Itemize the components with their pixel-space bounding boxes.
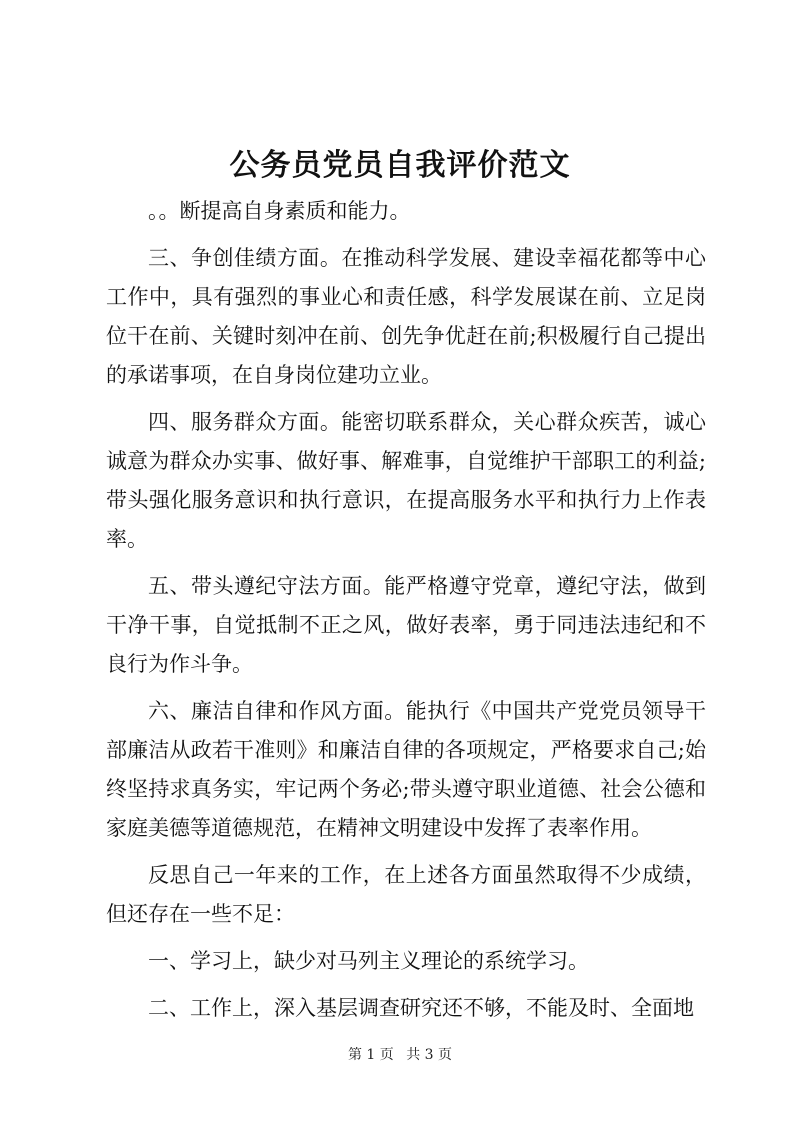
paragraph-6: 反思自己一年来的工作，在上述各方面虽然取得不少成绩，但还存在一些不足：: [106, 863, 706, 926]
document-body: [106, 192, 706, 1036]
paragraph-2: 三、争创佳绩方面。在推动科学发展、建设幸福花都等中心工作中，具有强烈的事业心和责任感，科学发展谋在前、立足岗位干在前、关键时刻冲在前、创先争优赶在前;积极履行自己提出的承诺事项，在自身岗位建功立业。: [106, 246, 706, 387]
paragraph-4: 五、带头遵纪守法方面。能严格遵守党章，遵纪守法，做到干净干事，自觉抵制不正之风，做好表率，勇于同违法违纪和不良行为作斗争。: [106, 574, 706, 676]
page-total: 共 3 页: [406, 1047, 453, 1063]
paragraph-5: 六、廉洁自律和作风方面。能执行《中国共产党党员领导干部廉洁从政若干准则》和廉洁自律的各项规定，严格要求自己;始终坚持求真务实，牢记两个务必;带头遵守职业道德、社会公德和家庭美德等道德规范，在精神文明建设中发挥了表率作用。: [106, 699, 706, 840]
paragraph-7: 一、学习上，缺少对马列主义理论的系统学习。: [148, 949, 589, 973]
paragraph-3: 四、服务群众方面。能密切联系群众，关心群众疾苦，诚心诚意为群众办实事、做好事、解难事，自觉维护干部职工的利益;带头强化服务意识和执行意识，在提高服务水平和执行力上作表率。: [106, 410, 706, 551]
page-number: 第 1 页: [347, 1047, 394, 1063]
paragraph-1: 。。断提高自身素质和能力。: [148, 199, 411, 223]
paragraph-8: 二、工作上，深入基层调查研究还不够，不能及时、全面地: [148, 996, 694, 1020]
page-footer: [0, 1044, 800, 1064]
document-title: 公务员党员自我评价范文: [229, 148, 571, 183]
